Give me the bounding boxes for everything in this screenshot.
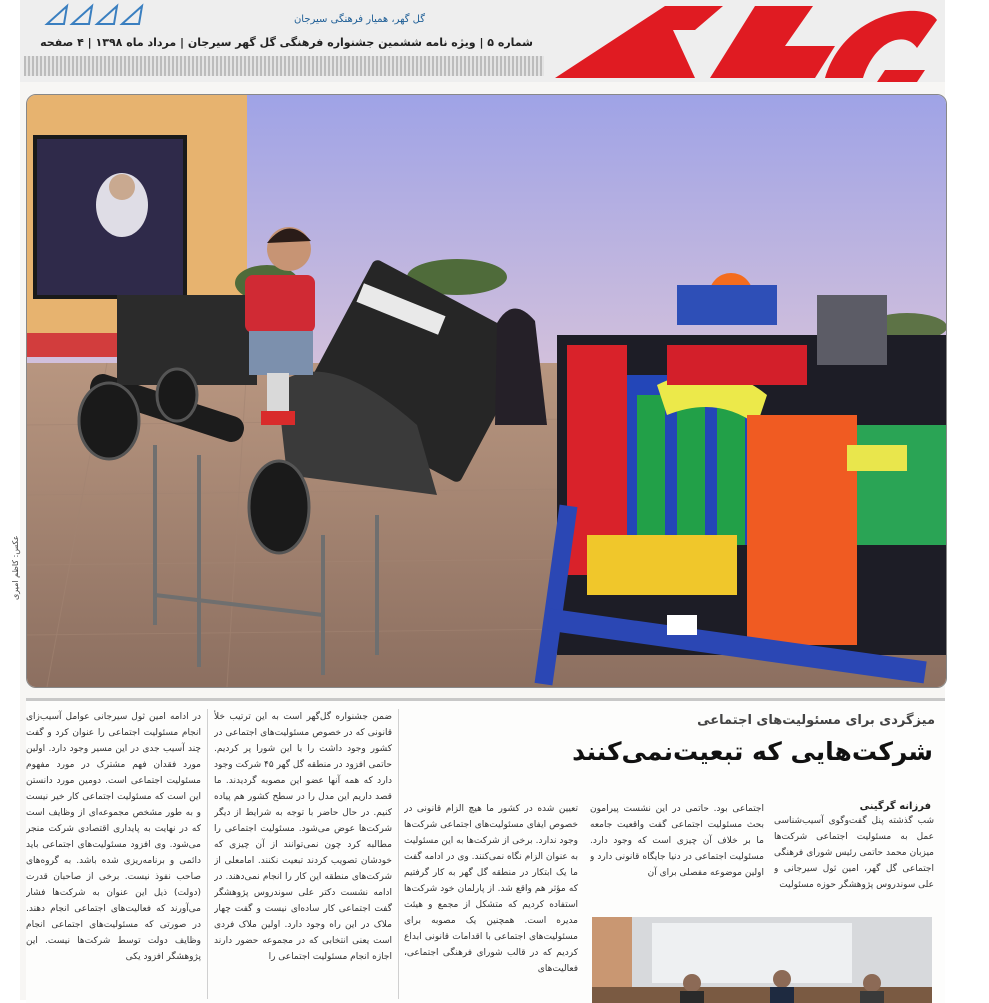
column-divider <box>207 709 208 999</box>
newspaper-title-logo <box>545 0 945 82</box>
issue-line: شماره ۵ | ویژه نامه ششمین جشنواره فرهنگی گل گهر سیرجان | مرداد ماه ۱۳۹۸ | ۴ صفحه <box>40 36 533 49</box>
masthead <box>20 0 945 82</box>
column-divider <box>398 709 399 999</box>
article-column-5: شب گذشته پنل گفت‌وگوی آسیب‌شناسی عمل به مسئولیت اجتماعی شرکت‌ها میزبان محمد حاتمی رئیس شورای فرهنگی اجتماعی گل گهر، امین ثول سیرجانی و علی سوندروس پژوهشگر حوزه مسئولیت <box>774 816 934 890</box>
article-column-2: ضمن جشنواره گل‌گهر است به این ترتیب خلأ قانونی که در خصوص مسئولیت‌های اجتماعی در کشور وجود داشت را با این شورا پر کردیم. حاتمی افزود در منطقه گل گهر ۴۵ شرکت وجود دارد که همه آنها عضو این مصوبه گردیدند. ما قصد داریم این مدل را در سطح کشور هم پیاده کنیم. در حال حاضر با توجه به شرایط از دیگر شرکت‌ها عوض می‌شود. مسئولیت اجتماعی را مطالبه کرد چون نمی‌توانند از آن چیزی که خودشان تصویب کردند تبعیت نکنند. امامعلی از شرکت‌های منطقه این کار را انجام نمی‌دهند. در ادامه نشست دکتر علی سوندروس پژوهشگر گفت اجتماعی کار ساده‌ای نیست و گفت چهار ملاک در این راه وجود دارد. اولین ملاک فردی است یعنی انتخابی که در مجموعه حضور دارند اجازه انجام مسئولیت اجتماعی را <box>214 712 392 962</box>
article-column-3: تعیین شده در کشور ما هیچ الزام قانونی در خصوص ایفای مسئولیت‌های اجتماعی شرکت‌ها وجود ندارد. برخی از شرکت‌ها به این مسئولیت به عنوان الزام نگاه نمی‌کنند. وی در ادامه گفت ما یک ابتکار در منطقه گل گهر به کار گرفتیم که مؤثر هم واقع شد. از پارلمان خود شرکت‌ها استفاده کردیم که متشکل از مجمع و هیئت مدیره است. همچنین یک مصوبه برای مسئولیت‌های اجتماعی با اقدامات قانونی ابداع کردیم که در قالب شورای فرهنگی اجتماعی، فعالیت‌های <box>404 804 578 974</box>
article-column-1: در ادامه امین ثول سیرجانی عوامل آسیب‌زای انجام مسئولیت اجتماعی را عنوان کرد و گفت چند آسیب جدی در این مسیر وجود دارد. اولین مورد فقدان فهم مشترک در مورد مفهوم مسئولیت اجتماعی است. دومین مورد دانستن این است که مسئولیت اجتماعی کار خیر نیست و به طور مشخص مجموعه‌ای از وظایف است که در نهایت به پایداری اقتصادی شرکت منجر می‌شود. وی افزود مسئولیت‌های اجتماعی باید دائمی و برنامه‌ریزی شده باشد. به گروه‌های صاحب نفوذ نیست. برخی از صاحبان قدرت (دولت) ذیل این عنوان به شرکت‌ها فشار می‌آورند که فعالیت‌های اجتماعی انجام دهند. در صورتی که مسئولیت‌های اجتماعی انجام وظایف دولت توسط شرکت‌ها نیست. این پژوهشگر افزود یکی <box>26 712 201 962</box>
masthead-subtitle: گل گهر، همیار فرهنگی سیرجان <box>293 14 425 25</box>
main-photo <box>26 94 947 688</box>
main-photo-image <box>27 95 946 687</box>
newspaper-page <box>11 0 945 1000</box>
article-headline: شرکت‌هایی که تبعیت‌نمی‌کنند <box>572 737 933 766</box>
article-column-4: اجتماعی بود. حاتمی در این نشست پیرامون بحث مسئولیت اجتماعی گفت واقعیت جامعه ما بر خلاف آن چیزی است که وجود دارد. مسئولیت اجتماعی در دنیا جایگاه قانونی دارد و اولین موضوعه مفصلی برای آن <box>590 804 764 878</box>
inset-photo-image <box>592 917 932 1003</box>
photo-credit: عکس: کاظم امیری <box>11 535 20 600</box>
masthead-rule <box>24 56 544 76</box>
sponsor-logo <box>42 2 152 26</box>
inset-photo <box>592 917 932 1003</box>
article-byline: فرزانه گرگینی <box>859 801 931 812</box>
article-kicker: میزگردی برای مسئولیت‌های اجتماعی <box>697 713 935 728</box>
article <box>26 698 945 1003</box>
